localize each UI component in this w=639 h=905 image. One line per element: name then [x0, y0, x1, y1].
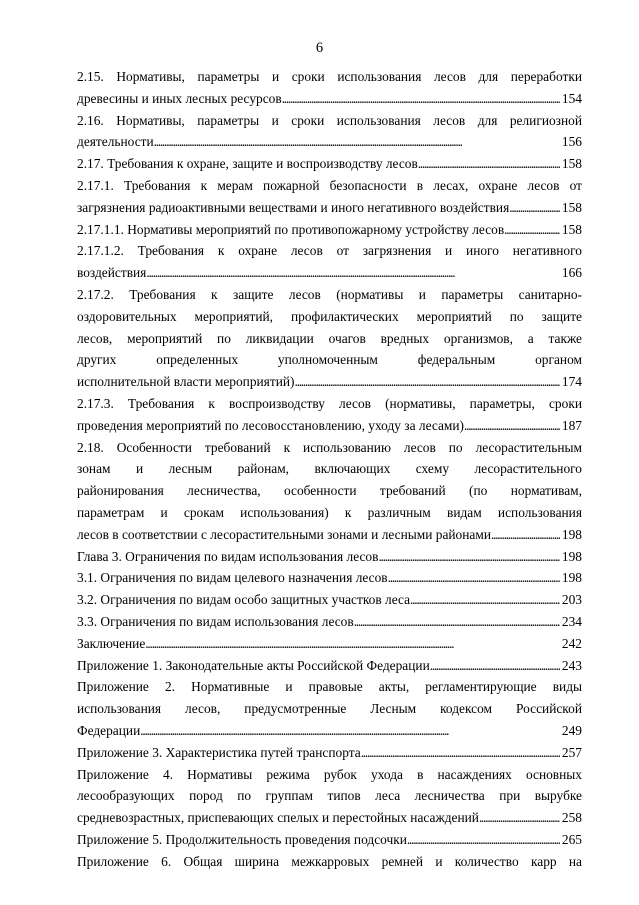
toc-entry-line: Приложение 4. Нормативы режима рубок ухода в насаждениях основных [77, 766, 582, 782]
toc-entry[interactable] [77, 567, 582, 589]
toc-entry-line: загрязнения радиоактивными веществами и иного негативного воздействия [77, 199, 510, 215]
page-number: 6 [315, 40, 324, 56]
dot-leader [154, 131, 560, 153]
toc-page-number: 249 [561, 722, 582, 738]
toc-entry[interactable] [77, 175, 582, 219]
toc-entry-line: 2.17. Требования к охране, защите и воспроизводству лесов [77, 156, 418, 172]
toc-entry-line: Глава 3. Ограничения по видам использования лесов [77, 548, 379, 564]
toc-entry-line: 3.1. Ограничения по видам целевого назначения лесов [77, 570, 388, 586]
toc-entry[interactable] [77, 589, 582, 611]
toc-entry[interactable] [77, 219, 582, 241]
dot-leader [145, 633, 560, 655]
toc-entry-line: 2.17.1.1. Нормативы мероприятий по противопожарному устройству лесов [77, 221, 505, 237]
toc-page-number: 187 [561, 417, 582, 433]
toc-entry-line: 3.3. Ограничения по видам использования лесов [77, 613, 354, 629]
table-of-contents [77, 66, 582, 872]
dot-leader [361, 742, 560, 764]
toc-page-number: 166 [561, 265, 582, 281]
toc-entry[interactable] [77, 153, 582, 175]
toc-entry[interactable] [77, 851, 582, 873]
toc-entry-line: Заключение [77, 635, 146, 651]
toc-entry[interactable] [77, 633, 582, 655]
toc-entry[interactable] [77, 676, 582, 741]
toc-entry-line: 2.17.1.2. Требования к охране лесов от загрязнения и иного негативного [77, 243, 582, 259]
toc-entry[interactable] [77, 66, 582, 110]
toc-entry-line: зонам и лесным районам, включающих схему лесорастительного [77, 461, 582, 477]
toc-entry-line: деятельности [77, 134, 154, 150]
toc-entry-line: 2.17.1. Требования к мерам пожарной безопасности в лесах, охране лесов от [77, 177, 582, 193]
toc-entry[interactable] [77, 240, 582, 284]
toc-page-number: 198 [561, 570, 582, 586]
toc-entry-line: Приложение 1. Законодательные акты Российской Федерации [77, 657, 430, 673]
toc-entry-line: проведения мероприятий по лесовосстановлению, уходу за лесами) [77, 417, 465, 433]
toc-entry[interactable] [77, 393, 582, 437]
dot-leader [295, 371, 560, 393]
toc-entry-line: 3.2. Ограничения по видам особо защитных участков леса [77, 592, 411, 608]
toc-entry-line: средневозрастных, приспевающих спелых и перестойных насаждений [77, 810, 479, 826]
dot-leader [354, 611, 560, 633]
dot-leader [509, 197, 560, 219]
toc-entry-line: Приложение 2. Нормативные и правовые акты, регламентирующие виды [77, 679, 582, 695]
toc-page-number: 234 [561, 613, 582, 629]
toc-entry-line: других определенных уполномоченным федеральным органом [77, 352, 582, 368]
toc-entry[interactable] [77, 284, 582, 393]
toc-entry-line: 2.17.2. Требования к защите лесов (нормативы и параметры санитарно- [77, 286, 582, 302]
toc-page-number: 174 [561, 374, 582, 390]
toc-page-number: 258 [561, 810, 582, 826]
dot-leader [146, 262, 560, 284]
toc-page-number: 158 [561, 156, 582, 172]
toc-entry[interactable] [77, 829, 582, 851]
toc-page-number: 158 [561, 199, 582, 215]
toc-entry-line: использования лесов, предусмотренные Лесным кодексом Российской [77, 701, 582, 717]
toc-page-number: 154 [561, 90, 582, 106]
dot-leader [282, 88, 560, 110]
toc-page-number: 158 [561, 221, 582, 237]
toc-entry-line: 2.16. Нормативы, параметры и сроки использования лесов для религиозной [77, 112, 582, 128]
toc-entry[interactable] [77, 764, 582, 829]
toc-entry[interactable] [77, 655, 582, 677]
toc-page-number: 198 [561, 548, 582, 564]
toc-entry-line: лесов, мероприятий по ликвидации очагов вредных организмов, а также [77, 330, 582, 346]
dot-leader [410, 589, 560, 611]
toc-entry[interactable] [77, 110, 582, 154]
toc-entry-line: Приложение 5. Продолжительность проведения подсочки [77, 831, 407, 847]
toc-entry[interactable] [77, 546, 582, 568]
toc-entry-line: древесины и иных лесных ресурсов [77, 90, 282, 106]
toc-entry-line: Приложение 6. Общая ширина межкарровых ремней и количество карр на [77, 853, 582, 869]
toc-entry[interactable] [77, 437, 582, 546]
dot-leader [140, 720, 560, 742]
toc-entry-line: районирования лесничества, особенности требований (по нормативам, [77, 483, 582, 499]
toc-entry-line: Федерации [77, 722, 141, 738]
toc-entry-line: 2.18. Особенности требований к использованию лесов по лесорастительным [77, 439, 582, 455]
dot-leader [418, 153, 560, 175]
dot-leader [491, 524, 560, 546]
toc-page-number: 156 [561, 134, 582, 150]
toc-entry[interactable] [77, 742, 582, 764]
dot-leader [504, 219, 560, 241]
toc-entry-line: лесов в соответствии с лесорастительными зонами и лесными районами [77, 526, 491, 542]
dot-leader [479, 807, 560, 829]
toc-entry-line: Приложение 3. Характеристика путей транспорта [77, 744, 361, 760]
toc-entry[interactable] [77, 611, 582, 633]
toc-page-number: 198 [561, 526, 582, 542]
toc-page-number: 257 [561, 744, 582, 760]
toc-entry-line: оздоровительных мероприятий, профилактических мероприятий по защите [77, 308, 582, 324]
dot-leader [388, 567, 560, 589]
toc-entry-line: исполнительной власти мероприятий) [77, 374, 295, 390]
toc-entry-line: 2.17.3. Требования к воспроизводству лесов (нормативы, параметры, сроки [77, 395, 582, 411]
toc-entry-line: воздействия [77, 265, 147, 281]
toc-entry-line: лесообразующих пород по группам типов леса лесничества при вырубке [77, 788, 582, 804]
toc-entry-line: 2.15. Нормативы, параметры и сроки использования лесов для переработки [77, 69, 582, 84]
toc-page-number: 242 [561, 635, 582, 651]
dot-leader [464, 415, 560, 437]
toc-page-number: 203 [561, 592, 582, 608]
toc-page-number: 243 [561, 657, 582, 673]
toc-page-number: 265 [561, 831, 582, 847]
dot-leader [407, 829, 560, 851]
toc-entry-line: параметрам и срокам использования) к различным видам использования [77, 504, 582, 520]
dot-leader [430, 655, 560, 677]
dot-leader [378, 546, 559, 568]
